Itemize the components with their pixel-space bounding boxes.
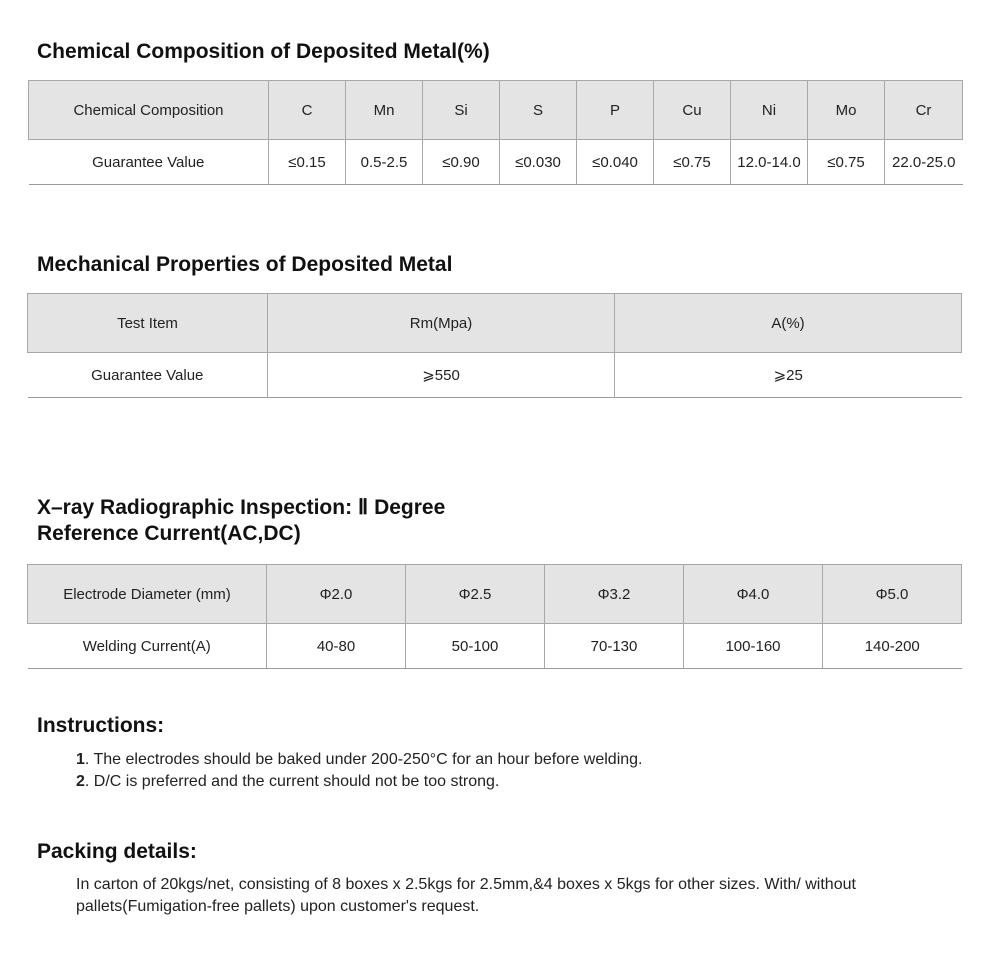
header-cell: Chemical Composition <box>29 81 269 140</box>
table-cell: Welding Current(A) <box>28 624 267 669</box>
header-cell: A(%) <box>615 294 962 353</box>
table-cell: 12.0-14.0 <box>731 140 808 185</box>
header-cell: Mn <box>346 81 423 140</box>
header-cell: Mo <box>808 81 885 140</box>
list-item-text: . D/C is preferred and the current should not be too strong. <box>84 773 500 790</box>
reference-current-title: Reference Current(AC,DC) <box>37 522 301 545</box>
header-cell: Electrode Diameter (mm) <box>28 565 267 624</box>
table-cell: ≤0.15 <box>269 140 346 185</box>
table-header-row <box>28 294 962 353</box>
table-cell: ≤0.040 <box>577 140 654 185</box>
header-cell: Φ5.0 <box>823 565 962 624</box>
table-row <box>28 624 962 669</box>
header-cell: C <box>269 81 346 140</box>
packing-details-text: In carton of 20kgs/net, consisting of 8 boxes x 2.5kgs for 2.5mm,&4 boxes x 5kgs for other sizes. With/ without pallets(Fumigation-free pallets) upon customer's request. <box>76 876 856 915</box>
table-cell: 50-100 <box>406 624 545 669</box>
table-cell: ⩾25 <box>615 353 962 398</box>
chemical-composition-table <box>28 80 963 185</box>
header-cell: Rm(Mpa) <box>268 294 615 353</box>
header-cell: P <box>577 81 654 140</box>
table-header-row <box>29 81 963 140</box>
header-cell: Cu <box>654 81 731 140</box>
table-header-row <box>28 565 962 624</box>
table-cell: 22.0-25.0 <box>885 140 963 185</box>
header-cell: Φ4.0 <box>684 565 823 624</box>
table-cell: 0.5-2.5 <box>346 140 423 185</box>
mechanical-properties-table <box>27 293 962 398</box>
table-row <box>28 353 962 398</box>
table-cell: ⩾550 <box>268 353 615 398</box>
table-row <box>29 140 963 185</box>
header-cell: Φ2.5 <box>406 565 545 624</box>
list-item-number: 1 <box>76 751 85 768</box>
table-cell: 140-200 <box>823 624 962 669</box>
list-item <box>76 771 956 793</box>
reference-current-table <box>27 564 962 669</box>
table-cell: Guarantee Value <box>29 140 269 185</box>
table-cell: 70-130 <box>545 624 684 669</box>
mechanical-properties-title: Mechanical Properties of Deposited Metal <box>37 253 453 276</box>
list-item <box>76 749 956 771</box>
table-cell: ≤0.030 <box>500 140 577 185</box>
chemical-composition-title: Chemical Composition of Deposited Metal(%) <box>37 40 490 63</box>
table-cell: ≤0.90 <box>423 140 500 185</box>
instructions-title: Instructions: <box>37 714 165 737</box>
packing-details-title: Packing details: <box>37 840 197 863</box>
header-cell: Si <box>423 81 500 140</box>
header-cell: S <box>500 81 577 140</box>
table-cell: ≤0.75 <box>808 140 885 185</box>
list-item-number: 2 <box>76 773 85 790</box>
header-cell: Φ3.2 <box>545 565 684 624</box>
table-cell: ≤0.75 <box>654 140 731 185</box>
table-cell: 40-80 <box>267 624 406 669</box>
table-cell: Guarantee Value <box>28 353 268 398</box>
header-cell: Ni <box>731 81 808 140</box>
list-item-text: . The electrodes should be baked under 200-250°C for an hour before welding. <box>84 751 643 768</box>
header-cell: Test Item <box>28 294 268 353</box>
instructions-list <box>76 749 956 793</box>
table-cell: 100-160 <box>684 624 823 669</box>
header-cell: Φ2.0 <box>267 565 406 624</box>
header-cell: Cr <box>885 81 963 140</box>
xray-inspection-title: X–ray Radiographic Inspection: Ⅱ Degree <box>37 496 446 519</box>
